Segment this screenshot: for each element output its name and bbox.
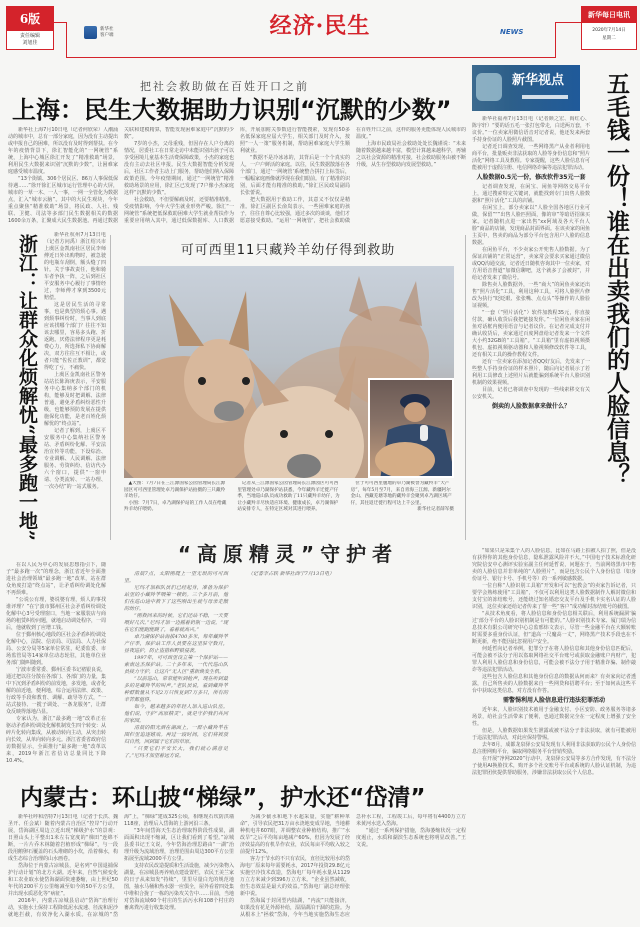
caption-main: ▲大图：7月7日在三江源国家公园管理局长江源园区可可西里管理处卓乃湖保护站拍摄的三只藏羚羊幼仔。 bbox=[124, 481, 226, 500]
paragraph: “一套（“照片活化”）软件加教程35元，你直接付款，确认收货后我把链接发你。”一位闲鱼卖家在闲鱼对话框内便用语音与记者议价。在记者完成支付并确认收货后，卖家通过百度网盘给记者发来一个文件大小约32GB的“工具箱”。“工具箱”里有虚拟视频摄机包、虚拟视频驱动器和人脸视频修改软件等工具，还有相关工具的操作教程文件。 bbox=[472, 310, 590, 358]
paragraph: 清晨7点，太阳刚爬上一望无垠的可可西里。 bbox=[124, 571, 228, 584]
paragraph: “以前巡山，常常能听到枪声，现在听到最多的是藏羚羊的叫声。”老队员说，看到藏羚羊种群数量从不足2万只恢复到7万多只，所有的辛苦都值得。 bbox=[124, 676, 228, 703]
paragraph: 在闲鱼平台，不少卖家公开兜售人脸数据。为了保证店铺的“正常运营”，卖家常会要求买家通过微信或QQ沟通交流，记者近日随机咨询其中一位卖家，对方用语音督道“加微信聊吧，这个就多了会被封”，并给记者发来了微信号。 bbox=[472, 247, 590, 281]
paragraph: 1997年，可可西里设立第一个保护站——索南达杰保护站。二十多年来，一代代巡山队员接力守护，让这片“无人区”重新焕发生机。 bbox=[124, 655, 228, 675]
antelope-title: 可可西里11只藏羚羊幼仔得到救助 bbox=[180, 243, 396, 258]
antelope-inset-photo bbox=[368, 378, 454, 478]
issue-date: 2020年7月14日 bbox=[592, 28, 626, 33]
ranger-feeding-illustration bbox=[370, 380, 454, 478]
subheading: 人脸数据0.5元一份，修改软件35元一套 bbox=[476, 174, 586, 181]
paper-box bbox=[581, 6, 637, 50]
paragraph: 在以人民为中心的发展思想指引下，随子“最多跑一次”的理念，浙江省近年全面推进社会治理领域“最多跑一地”改革，站在群众角度打造“终点站”，让矛盾纠纷调处化解不再烦难。 bbox=[6, 562, 106, 596]
paragraph: 记者近日调查发现，一些网络黑产从业者利用电商平台，批量贩卖非法获取的人脸等身份信息和“照片活化”网络工具及教程。专家提醒，这些人脸信息有可能被用于虚假注册、电信网络诈骗等违法犯罪活动。 bbox=[472, 144, 590, 171]
paragraph: 一位自称“人脸识别工具箱”开发和可以“包教会”的卖家告诉记者，只要学会熟练使用“工具箱”，不仅可以利用这类人脸数据制作人解封微信和支付宝的冻结账号，还能绕过知名婚恋交友平台及手机卡实名认证的人脸识别，这位卖家还给记者传来了帮一些“客户”成功解封冻结账号的截图。 bbox=[472, 583, 636, 610]
paragraph: 为减少截水和地下水超采量，实施“耕种革命”，引导农民把31万亩水浇地变成旱地，当地耕种机电井607眼，并调整农业种植结构，推广“水改旱”之后平均每亩地减产60%，但因为发展了经济效益高的有机旱作农业，农民每亩平均收入较之前提升12%。 bbox=[240, 814, 351, 855]
binoculars-icon bbox=[476, 73, 502, 101]
paragraph: “刚救回来的时候，它们还站不稳，一天要喂好几次。”尼玛才加一边摇着奶瓶一边说，“现在它们能跑能跳了，看着就高兴。” bbox=[124, 613, 228, 633]
paragraph: 上海市民政局社会救助处处长魏谨说：“未来随着数据越来越丰富，模型计算越来越科学，再辅之以社会资源的精准对接，社会救助服务由被不断升级，从生存型救助向发展型救助。” bbox=[356, 141, 466, 168]
section-title: 经济·民生 bbox=[269, 13, 371, 39]
caption-inset: 小图：7月7日，卓乃湖保护站的工作人员在给藏羚羊幼仔喂奶。 bbox=[124, 500, 227, 513]
paragraph: 记者调查发现，在闲宝、闲鱼等网络交易平台上，通过搜索特定关键词，就能找到专门出售人脸数据和“照片活化”工具的店铺。 bbox=[472, 184, 590, 204]
paragraph: 客力于节水的不只有农民，直径比较用水的岱海电厂原来每年需要耗水，2017年投资29.8亿元实施空冷技术改造，岱海电厂每年耗水量从1129万立方米减少到396万立方米。“企业虽然减收，但生态效益是最大的效益。”岱海电厂副总经理张新中说。 bbox=[240, 856, 351, 897]
paragraph: 位于鄞州核心地段的区社会矛盾纠纷调处化解中心，法院、信访局、司法局、人力社保局、公安分局等5家单位常驻，纪委监委、市场监管局等14家单位动态轮驻，其他单位业务部门随叫随到。 bbox=[6, 632, 106, 666]
paragraph: 清晨的阳光洒在湖面上，一群小藏羚羊在围栏里追逐嬉戏。再过一段时间，它们将被放归自然，回到属于它们的草原。 bbox=[124, 725, 228, 745]
news-logo: NEWS bbox=[500, 28, 524, 36]
face-data-article-lower bbox=[472, 548, 636, 924]
banner-title: 新华视点 bbox=[512, 73, 565, 88]
paragraph: “只要它们平安长大，我们就心满意足了。”尼玛才加望着远方说。 bbox=[124, 746, 228, 759]
caption-background: 位于可可西里腹地的卓乃湖被誉为藏羚羊“大产房”，每年5月至7月，来自青海三江源、新疆阿尔金山、西藏羌塘等地的藏羚羊会聚到卓乃湖区域产仔，其往返迁徙行程可达上千公里。 bbox=[350, 481, 452, 506]
subheading: 倒卖的人脸数据拿来做什么？ bbox=[491, 403, 570, 410]
paragraph: 这是居民生活的寻常事，也是典型的烦心事。遇到烦事纠纷时，当事人到底应该找哪个部门？往往不知该去哪里，容易多头跑、折返跑。厌倦法律程序更是耗费心力，所选择私下协商解决，双方往往互不相让，或者只能“佐佐正教训”，都觉得吃了亏，不痛快。 bbox=[44, 302, 106, 371]
paragraph: 支持农民改造提质和生活设施，减少污染物入湖量，在凉城县再养殖点建设置栏，农民王美兰家的日子从来知发“持续”，里里尽量白光的规范地图，抽水马桶和热水器一应俱全，屋外看着四处集中堆积合拢了一栋的污染攻关告中……目前，当地对岱海流域60个村庄的生活污水和108个村庄的畜禽粪污进行收集处理。 bbox=[124, 863, 235, 911]
shanghai-kicker: 把社会救助做在百姓开口之前 bbox=[140, 80, 309, 93]
editor-label: 责任编辑 bbox=[19, 33, 40, 39]
app-icon bbox=[84, 26, 97, 39]
paragraph: 记者了解到，上虞区平安服务中心集纳社区警务站、矛盾纠纷化解、平安法治宣传等功能，下设综治、专业调解、人民调解、法律服务、劳资纠纷、信访代办六个窗口，提供“一窗申请、分类流转、一站办理、一次办结”的一站式服务。 bbox=[44, 428, 106, 490]
zhejiang-article-bottom bbox=[6, 562, 106, 780]
paragraph: “13个街镇、306个居民区、86万人事保低保待遇……”徐开徐汇区城市运行管理中心的大屏，城市的一草一木、一人一事，一网一全管化为数据点，汇入“城市云脑”。其中的大民生观块，今年重点聚焦“精准救助”场景，将民政、人社、残联、卫健、司法等多部门民生数据相关的数据1600余万条，汇聚成大民生数据池。再通过数据关联和建模精算，智能发现困难家庭中“沉默的少数”。 bbox=[8, 127, 234, 224]
paragraph: “数据不是冷冰冰的，其背后是一个个真实的人，一户户鲜活的家庭。以往，民生数据散落在各个部门，通过‘一网统管’系统整合拼打上标签后，一幅幅家庭画像就浮现在我们眼前。有了精准的识别，后面才能有精准的救助。”徐汇区民政局副局长张蕾说。 bbox=[240, 155, 351, 196]
shanghai-headline: 上海：民生大数据助力识别“沉默的少数” bbox=[12, 96, 452, 124]
page-number: 6版 bbox=[7, 7, 53, 31]
paragraph: 如今，越来越多的年轻人加入巡山队伍。他们说，守护“高原精灵”，就是守护我们共同的家园。 bbox=[124, 704, 228, 724]
face-data-headline: 五毛钱一份！谁在出卖我们的人脸信息？ bbox=[603, 72, 629, 486]
paragraph: 在开展“净网2020”行动中，龙泉驿公安局等多方合作发现，有不法分子使用AI换脸技术，购开多个社交账号平台或系统的人脸认证机制，为违法犯罪团伙提供帮助服务，涉嫌非法获取公民个人信息。 bbox=[472, 756, 636, 776]
paragraph: 上虞区金凯南社区警务站站长陈海庚表示，平安服务中心集纳多个部门的机构，能够及时把调解、法律普通，避免矛盾纠纷恶性升级，也能够预防发展在提供施保化功能，是老百姓化烦解忧的“终点站”。 bbox=[44, 372, 106, 427]
guardian-article bbox=[124, 571, 456, 765]
paper-name: 新华每日电讯 bbox=[582, 7, 636, 23]
paragraph: 新华社福州7月13日电（记者颜之宏、阎红心、陈宇轩）“要的话五毛一张打包带走，白送两万套，不议价。”一位卖家用微信语音对记者说，他还发来两套手持身份证的人脸照片截图。 bbox=[472, 116, 590, 143]
paragraph: 还有一位卖家在添加记者QQ好友后，先发来了一些整人手持身份证的样本照片，随后向记者展示了若利用工具修改上述照片后就能骗到系统平台人脸识别机制的效果视频。 bbox=[472, 359, 590, 386]
app-logo-line2: 客户端 bbox=[100, 32, 114, 38]
paragraph: “通过一系列保护措施，岱海萎缩状况一定程度遏止，水质和湖滨生态系统也将明显改善。”王文说。 bbox=[356, 828, 466, 848]
editor-name: 刘旭佳 bbox=[22, 40, 38, 46]
paragraph: 岱海位于内蒙古凉城县，是名列“中国退捕保护行动计划”的北方大湖。近年来，自然气候变化和工农业取水使岱海湖面快速萎缩，由上世纪50年代的200平方公里缩减至如今的50平方公里，并出现水质恶化等“病征”。 bbox=[8, 863, 118, 897]
antelope-main-photo bbox=[124, 266, 454, 478]
paragraph: 目前，记者已将调查中发现的一些线索移交有关公安机关。 bbox=[472, 387, 590, 400]
paragraph: 7岁的小杰，父母重残，但因存在人户分离的情况，居委社工在日常走访中未能识别出孩子可以享受困境儿童基本生活费保障政策，小杰的家庭也没有主动去社区申报。民生大数据智能分析发现后，社区工作者主动上门服务，帮助他们纳入保障政策范围。今年疫情期间，通过“一网统管”精准救助场景的应用，徐汇区已发现了7户像小杰家庭这样“沉默的少数”。 bbox=[124, 141, 235, 196]
paragraph: 在闲宝上，部分卖家以“人脸全国各地区行业可做，保留”“”出售人脸匹照面，像的审”等暗语招徕买家。记者随机点进一家出售“xx阿域及各大平台人脸”商品的店铺，发现商品封面界面。在该卖家的闲鱼主页中，售卖的商品为部分平台包含用户人脸的信息数据。 bbox=[472, 205, 590, 246]
paragraph: “公说公有理，婆说婆有理，烦人的事找谁评理？”在宁波市鄞州区社会矛盾纠纷调处化解中心3号受理窗口，当地一家服装店与商场的租赁纠纷问题，就地启动调处程序，一周后，他就收到了应增工钱。 bbox=[6, 597, 106, 631]
inner-mongolia-article bbox=[8, 814, 466, 925]
paragraph: （记者李占轶 新华社西宁7月13日电） bbox=[248, 571, 335, 577]
paragraph: 尼玛才加和队员们已经起身，准备为保护站里的小藏羚羊喂第一顿奶。三个多月前，他们在巡山途中救下了这些刚出生就与母亲走散的幼仔。 bbox=[124, 585, 228, 612]
face-data-article-upper bbox=[472, 116, 590, 546]
caption-story: 记者从三江源国家公园管理局长江源园区可可西里管理处卓乃湖保护站获悉，今年藏羚羊迁徙产仔季，当地巡山队员成功救助了11只藏羚羊幼仔，为让小藏羚羊尽快适应环境、健康成长，卓乃湖保护站安排专人，在特定区域对其进行喂养。 bbox=[237, 481, 340, 513]
antelope-captions bbox=[124, 481, 454, 535]
paragraph: “从技术角度看，将人脸信息和身份信息相关联后，利用系统漏洞‘骗过’部分平台的人脸识别机制是有可能的。”人脸识别技术专家、厦门瑞为信息技术有限公司研究中心总监邢炜文表示，尽管一些金融平台在大额转账时需要多重身份认证，但“道高一尺魔高一丈”，网络黑产技术手段也在不断更新，绝不能因此忽视用户安全。 bbox=[472, 611, 636, 645]
zhejiang-article-top bbox=[44, 232, 106, 560]
paragraph: 把大数据用于救助工作，其意义不仅仅是精准。徐汇区副区长俞岚表示，一些困难家庭的孩子，往往自尊心比较强，通过多次的谈谈，他们才愿意接受救助。“运用‘一网统管’，把社会救助做在百姓开口之前，这样的服务更能体现人民城市的温度。” bbox=[240, 127, 466, 224]
photo-credit: 新华社记者薛军摄 bbox=[417, 507, 454, 513]
paragraph: 除售卖人脸数据外，一些“商大”的闲鱼卖家还出售“照片活化”工具，利用这种工具，可将人脸照片修改为执行“眨眨眼、张张嘴、点点头”等操作的人脸验证视频。 bbox=[472, 282, 590, 309]
guardian-headline: “高原精灵”守护者 bbox=[177, 542, 399, 566]
paragraph: “3年间岱海天生态治理取得阶段性成果，湖面面积出现不缩减，区让我们看到了希望。”凉城县委书记王文说，今年岱海治理思路由“一湖”治理升级为流域治理，治理范围由周边300平方公里拓展至流域2000平方公里。 bbox=[124, 828, 234, 862]
paragraph: “如果只是采集个人的人脸信息，比如在马路上拍被人拍了照，但是没有获得你的其他身份信息，隐私泄露风险并不大。”中国电子技术标准化研究院信安中心测评实验室副主任何延哲说，问题在于，当前网络黑市中售卖的人脸信息并非单纯的“人脸照片”，而是包含公民个人身份信息（如身份证号、银行卡号、手机号等）的一系列敏感数据。 bbox=[472, 548, 636, 582]
shanghai-article bbox=[8, 127, 466, 227]
paragraph: 2016年，内蒙古凉城县启动“岱海”治理行动，实施水土保持工程降低泥水流速、径流和泥沙就地拦截，有效净化入湖水质。在凉城的“岱海”上，“梯绿”建成325公顷，相继现石坎防洪墙118座，治理后入岱海的上游河沿三条。 bbox=[8, 814, 234, 918]
header-rule-right bbox=[556, 22, 582, 23]
paragraph: 专家认为，浙江“最多跑一地”改革正在驱动矛盾纠纷调处化解机制发生四个转变：从碎片化转向集成，从被动转向主动，从突击转向长效，从单向转向多元。浙江省委省政府信访数据显示，全面推行“最多跑一地”改革以来，2019年浙江省信访总量同比下降10.4%。 bbox=[6, 716, 106, 764]
xinhua-viewpoint-banner bbox=[472, 65, 580, 111]
paragraph: 卓乃湖保护站海拔4700多米，每年藏羚羊产仔季，保护站工作人员要在这里驻守数月，昼夜巡护，防止盗猎和野狼侵袭。 bbox=[124, 634, 228, 654]
xinhua-app-logo bbox=[84, 26, 114, 39]
paragraph: 新华社呼和浩特7月13日电（记者于长洪、魏圣开、任会斌）随着内蒙古自治区“控岸”行动开展，岱海湖区周边立近出现“梯级护水”的景观：日照山头上平整出1米左右宽度的“梯田”连绵不断，一片片乔木林随着岩植形成“梯绿”，与一段段用鹅卵石覆盖的石头堆砌的小坎，沿着梯水，构成生态综合治理的山水画卷。 bbox=[8, 814, 119, 862]
inner-mongolia-headline: 内蒙古：环山披“梯绿”，护水还“岱清” bbox=[20, 785, 426, 811]
zhejiang-headline: 浙江：让群众化烦解忧“最多跑一地” bbox=[16, 234, 38, 541]
paragraph: 宁波市委常委、鄞州区委书记褚银良说，通过把以往分散在各部门、各部门的力量，集中下沉到矛盾纠纷的前发地，多发地，或者化解的前近地，便利地，综合运用法律、政策、行政等手段和教育、调解、疏导等方式，“一站式接待、一揽子调处、一条龙服务”，让群众反映得落地凸显。 bbox=[6, 667, 106, 715]
issue-weekday: 星期二 bbox=[602, 36, 616, 41]
page-number-box bbox=[6, 6, 54, 50]
paragraph: 何延哲向记者举例，犯罪分子在将人脸信息和其他身份信息匹配后，可能会被不法分子用以盗取网络社交平台账号或获取金融账户内财产，犯罪人利用人脸信息和身份信息，可能会被不法分子用于精准诈骗、制作敲诈等违法犯罪活动。 bbox=[472, 646, 636, 673]
paragraph: 去年8月，成都龙泉驿公安局发现有人利用非法获取的公民个人身份信息注册网购平台，骗取网络服务平台营销奖励。 bbox=[472, 742, 636, 755]
subheading: 需警惕利用人脸信息进行违法犯罪活动 bbox=[502, 697, 605, 704]
paragraph: 岱海属于封闭型内陆湖，“内流”只能接济，如果没有花足外源补给，湿湿湖泊干涸的危险。为从根本上“拯救”岱海，今年当地实施岱海生态应急补水工程，工程竣工后，每年将有4400万立方米黄河水送入岱海。 bbox=[240, 814, 466, 918]
paragraph: 但是，人脸数据如果发生泄露或被不法分子非法获取，就有可能被用于违法犯罪活动，对此应保持警惕。 bbox=[472, 728, 636, 741]
paragraph: 近年来，人脸识别技术被用于金融支付、小区安防、政务服务等诸多场景，给社会生活带来了便利，也通过数据完全在一定程度上增强了安全性。 bbox=[472, 707, 636, 727]
paragraph: 社会救助，不但要解痛及时，还要精准精准。受疫情影响，今年大学生就业形势严峻。徐汇“一网统管”系统把低保救助困难大学生就业帮扶作为重要应用纳入其中，通过低保数据库、人口数据库，开展加附关参数进行智能搜索，发现有50多名低保家庭应届大学生，相关部门及时介入，按照“一人一策”服务机制，帮助困难家庭大学生顺利就业。 bbox=[124, 127, 350, 224]
paragraph: 新华社上海7月10日电（记者何欣荣）人潮涌动的城市中，总有一部分家庭，因为没有主动提出或申报自己的困难，所以没有及时得到帮扶。在今年的疫情背景下，徐汇智能化的“一网统管”系统，上海中心城区徐汇开发了“精准救助”场景，利用民生大数据来识别“沉默的少数”，让困难家庭感受城市温度。 bbox=[8, 127, 119, 175]
app-logo-line1: 新华社 bbox=[100, 26, 114, 32]
paragraph: 新华社杭州7月13日电（记者方问禹）浙江绍兴市上虞区金凯南社区居民李师傅近日外出购物时，被急驶的电瓶车刮倒，额头缝了四针。关于事故责任，他和骑车者争执一阵，之后到社区平安服务中心履行了事情经过，李师傅才拿到3500元赔偿。 bbox=[44, 232, 106, 301]
paragraph: 这些包含人脸信息和其他身份信息的数据从何而来？有卖家向记者透露，自己所售卖的人脸数据来自一些网贷和招聘平台；至于如何从这些平台中获取这类信息，对方没有作答。 bbox=[472, 674, 636, 694]
